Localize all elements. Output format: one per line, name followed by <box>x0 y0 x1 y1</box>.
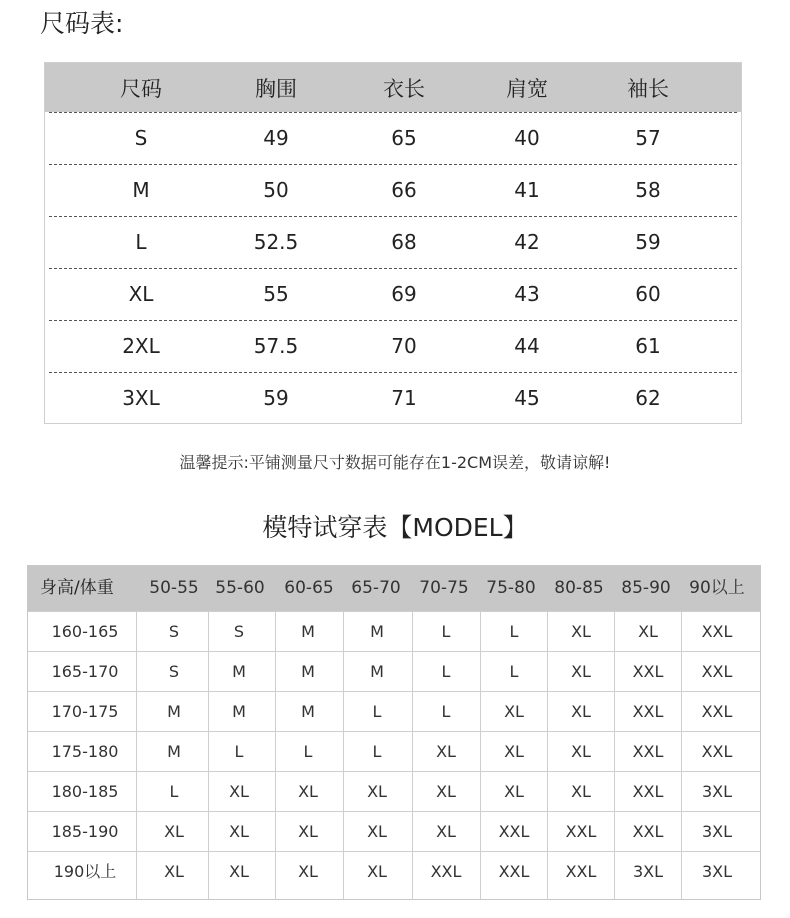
recommended-size-cell: XL <box>436 742 456 761</box>
recommended-size-cell: XL <box>504 702 524 721</box>
size-cell: 66 <box>391 178 417 202</box>
model-header-cell: 60-65 <box>284 578 334 598</box>
recommended-size-cell: M <box>301 702 315 721</box>
recommended-size-cell: S <box>233 622 245 641</box>
height-range-cell: 190以上 <box>53 862 117 881</box>
size-header-cell: 衣长 <box>383 76 425 101</box>
recommended-size-cell: XL <box>367 862 387 881</box>
model-table-row <box>28 651 760 691</box>
size-cell: 3XL <box>122 386 160 410</box>
recommended-size-cell: XL <box>367 782 387 801</box>
size-cell: 68 <box>391 230 417 254</box>
size-cell: 58 <box>635 178 661 202</box>
recommended-size-cell: XL <box>571 782 591 801</box>
recommended-size-cell: M <box>301 622 315 641</box>
size-cell: 59 <box>635 230 661 254</box>
recommended-size-cell: XXL <box>632 662 664 681</box>
column-divider <box>136 611 137 899</box>
recommended-size-cell: XXL <box>498 822 530 841</box>
size-table-row <box>45 372 741 424</box>
recommended-size-cell: XXL <box>701 742 733 761</box>
recommended-size-cell: XXL <box>701 622 733 641</box>
recommended-size-cell: XL <box>298 782 318 801</box>
recommended-size-cell: XXL <box>632 702 664 721</box>
recommended-size-cell: XL <box>571 622 591 641</box>
model-table-row <box>28 851 760 891</box>
recommended-size-cell: S <box>168 662 180 681</box>
recommended-size-cell: XL <box>571 662 591 681</box>
recommended-size-cell: L <box>169 782 179 801</box>
recommended-size-cell: XL <box>164 822 184 841</box>
model-table-row <box>28 771 760 811</box>
size-cell: 62 <box>635 386 661 410</box>
recommended-size-cell: XL <box>229 862 249 881</box>
model-header-cell: 身高/体重 <box>40 578 114 598</box>
column-divider <box>547 611 548 899</box>
size-cell: 57 <box>635 126 661 150</box>
recommended-size-cell: XXL <box>565 822 597 841</box>
recommended-size-cell: XL <box>436 822 456 841</box>
size-cell: 49 <box>263 126 289 150</box>
size-cell: 2XL <box>122 334 160 358</box>
size-table <box>44 62 742 424</box>
model-table-title: 模特试穿表【MODEL】 <box>262 513 528 542</box>
recommended-size-cell: XL <box>298 822 318 841</box>
recommended-size-cell: XL <box>229 822 249 841</box>
height-range-cell: 170-175 <box>51 702 119 721</box>
recommended-size-cell: M <box>370 662 384 681</box>
size-header-cell: 袖长 <box>627 76 669 101</box>
size-cell: 52.5 <box>253 230 299 254</box>
size-cell: 61 <box>635 334 661 358</box>
column-divider <box>614 611 615 899</box>
model-table-row <box>28 731 760 771</box>
recommended-size-cell: XL <box>571 702 591 721</box>
recommended-size-cell: XXL <box>498 862 530 881</box>
model-fit-table <box>27 565 761 900</box>
recommended-size-cell: L <box>509 622 519 641</box>
measurement-hint: 温馨提示:平铺测量尺寸数据可能存在1-2CM误差，敬请谅解! <box>179 453 611 472</box>
size-table-row <box>45 320 741 372</box>
size-cell: 65 <box>391 126 417 150</box>
recommended-size-cell: XXL <box>632 782 664 801</box>
recommended-size-cell: XXL <box>701 662 733 681</box>
recommended-size-cell: L <box>441 662 451 681</box>
recommended-size-cell: XXL <box>565 862 597 881</box>
recommended-size-cell: 3XL <box>701 862 733 881</box>
recommended-size-cell: L <box>441 702 451 721</box>
recommended-size-cell: XL <box>298 862 318 881</box>
recommended-size-cell: M <box>370 622 384 641</box>
model-header-cell: 50-55 <box>149 578 199 598</box>
size-cell: 42 <box>514 230 540 254</box>
size-cell: 70 <box>391 334 417 358</box>
size-cell: 50 <box>263 178 289 202</box>
size-cell: 69 <box>391 282 417 306</box>
size-cell: XL <box>128 282 154 306</box>
column-divider <box>208 611 209 899</box>
size-cell: 45 <box>514 386 540 410</box>
size-cell: 57.5 <box>253 334 299 358</box>
height-range-cell: 185-190 <box>51 822 119 841</box>
size-header-cell: 尺码 <box>120 76 162 101</box>
size-table-header <box>45 63 741 112</box>
size-table-row <box>45 268 741 320</box>
recommended-size-cell: XL <box>638 622 658 641</box>
recommended-size-cell: 3XL <box>701 822 733 841</box>
recommended-size-cell: XL <box>436 782 456 801</box>
recommended-size-cell: L <box>509 662 519 681</box>
model-header-cell: 90以上 <box>689 578 745 598</box>
recommended-size-cell: M <box>232 702 246 721</box>
recommended-size-cell: XXL <box>632 742 664 761</box>
recommended-size-cell: XL <box>229 782 249 801</box>
model-header-cell: 70-75 <box>419 578 469 598</box>
recommended-size-cell: L <box>372 702 382 721</box>
height-range-cell: 175-180 <box>51 742 119 761</box>
model-table-row <box>28 691 760 731</box>
recommended-size-cell: XXL <box>430 862 462 881</box>
size-cell: 43 <box>514 282 540 306</box>
page-title: 尺码表: <box>40 9 124 38</box>
recommended-size-cell: L <box>372 742 382 761</box>
column-divider <box>275 611 276 899</box>
model-header-cell: 80-85 <box>554 578 604 598</box>
recommended-size-cell: M <box>167 742 181 761</box>
recommended-size-cell: XL <box>504 742 524 761</box>
recommended-size-cell: L <box>441 622 451 641</box>
model-table-header <box>28 566 760 611</box>
size-table-row <box>45 216 741 268</box>
recommended-size-cell: XL <box>164 862 184 881</box>
column-divider <box>343 611 344 899</box>
size-cell: 71 <box>391 386 417 410</box>
recommended-size-cell: XL <box>504 782 524 801</box>
recommended-size-cell: L <box>303 742 313 761</box>
size-cell: 41 <box>514 178 540 202</box>
size-cell: 40 <box>514 126 540 150</box>
size-cell: 59 <box>263 386 289 410</box>
height-range-cell: 165-170 <box>51 662 119 681</box>
size-cell: L <box>135 230 147 254</box>
recommended-size-cell: M <box>301 662 315 681</box>
recommended-size-cell: L <box>234 742 244 761</box>
size-cell: 60 <box>635 282 661 306</box>
model-table-row <box>28 611 760 651</box>
size-header-cell: 肩宽 <box>506 76 548 101</box>
column-divider <box>412 611 413 899</box>
recommended-size-cell: 3XL <box>701 782 733 801</box>
recommended-size-cell: XL <box>367 822 387 841</box>
recommended-size-cell: XL <box>571 742 591 761</box>
size-cell: 44 <box>514 334 540 358</box>
model-header-cell: 55-60 <box>215 578 265 598</box>
height-range-cell: 180-185 <box>51 782 119 801</box>
size-header-cell: 胸围 <box>255 76 297 101</box>
recommended-size-cell: XXL <box>701 702 733 721</box>
size-table-row <box>45 164 741 216</box>
recommended-size-cell: XXL <box>632 822 664 841</box>
model-table-row <box>28 811 760 851</box>
size-cell: S <box>134 126 148 150</box>
model-header-cell: 85-90 <box>621 578 671 598</box>
size-cell: M <box>132 178 150 202</box>
recommended-size-cell: M <box>167 702 181 721</box>
height-range-cell: 160-165 <box>51 622 119 641</box>
recommended-size-cell: S <box>168 622 180 641</box>
size-cell: 55 <box>263 282 289 306</box>
recommended-size-cell: M <box>232 662 246 681</box>
model-header-cell: 65-70 <box>351 578 401 598</box>
column-divider <box>480 611 481 899</box>
model-header-cell: 75-80 <box>486 578 536 598</box>
size-table-row <box>45 112 741 164</box>
recommended-size-cell: 3XL <box>632 862 664 881</box>
column-divider <box>681 611 682 899</box>
